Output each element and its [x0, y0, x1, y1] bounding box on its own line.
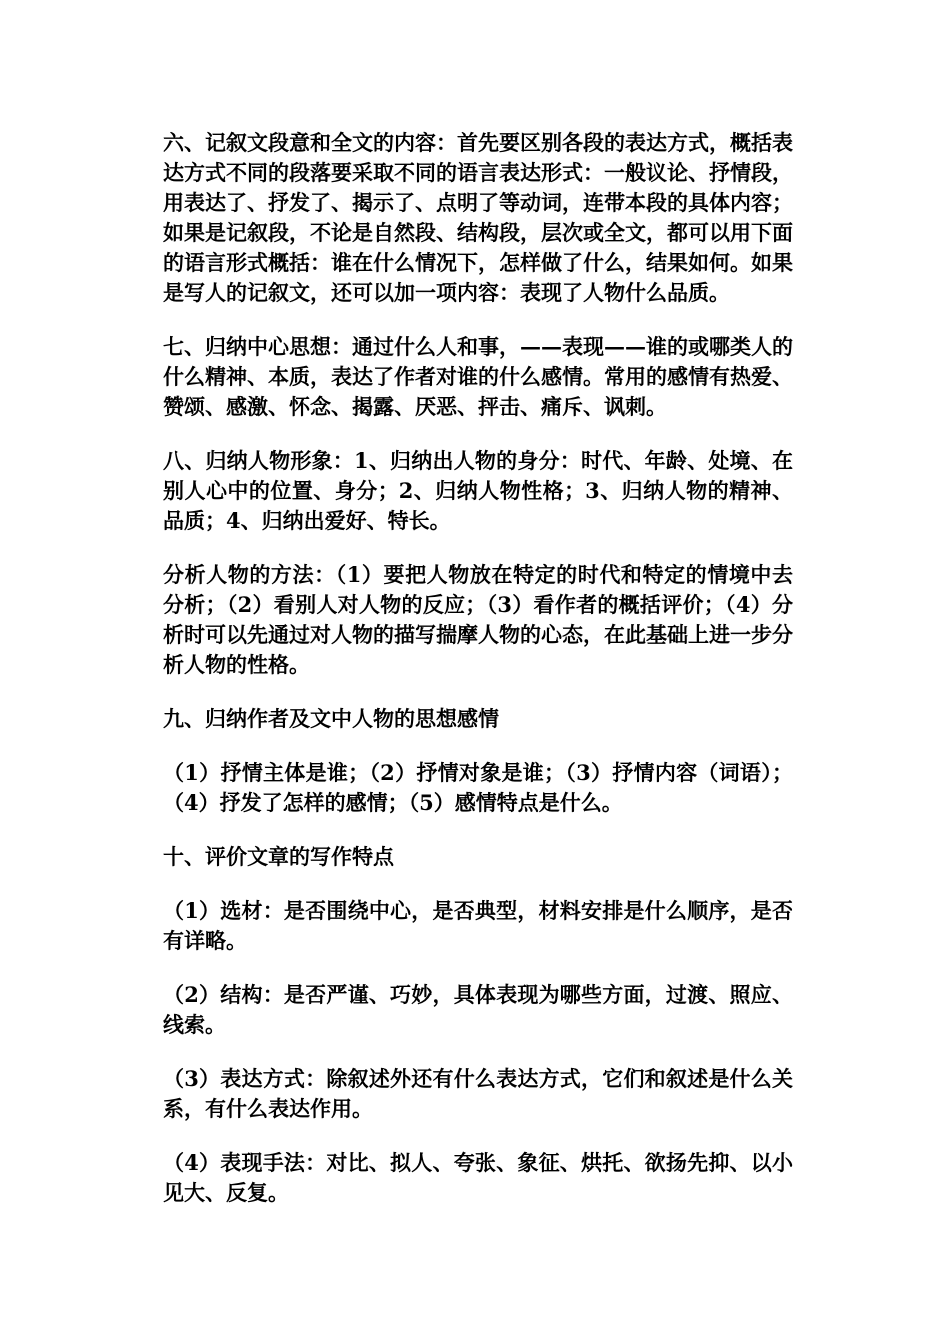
paragraph-central-idea: 七、归纳中心思想：通过什么人和事，——表现——谁的或哪类人的什么精神、本质，表达了作者对谁的什么感情。常用的感情有热爱、赞颂、感激、怀念、揭露、厌恶、抨击、痛斥、讽刺。 — [163, 334, 793, 419]
paragraph-material-selection: （1）选材：是否围绕中心，是否典型，材料安排是什么顺序，是否有详略。 — [163, 898, 793, 953]
heading-author-emotion: 九、归纳作者及文中人物的思想感情 — [163, 706, 499, 731]
paragraph-expression-mode: （3）表达方式：除叙述外还有什么表达方式，它们和叙述是什么关系，有什么表达作用。 — [163, 1066, 793, 1121]
paragraph-expression-technique: （4）表现手法：对比、拟人、夸张、象征、烘托、欲扬先抑、以小见大、反复。 — [163, 1150, 793, 1205]
paragraph-character-image: 八、归纳人物形象：1、归纳出人物的身分：时代、年龄、处境、在别人心中的位置、身分；2、归纳人物性格；3、归纳人物的精神、品质；4、归纳出爱好、特长。 — [163, 448, 793, 533]
paragraph-structure: （2）结构：是否严谨、巧妙，具体表现为哪些方面，过渡、照应、线索。 — [163, 982, 793, 1037]
paragraph-summary-narrative: 六、记叙文段意和全文的内容：首先要区别各段的表达方式，概括表达方式不同的段落要采取不同的语言表达形式：一般议论、抒情段，用表达了、抒发了、揭示了、点明了等动词，连带本段的具体内容；如果是记叙段，不论是自然段、结构段，层次或全文，都可以用下面的语言形式概括：谁在什么情况下，怎样做了什么，结果如何。如果是写人的记叙文，还可以加一项内容：表现了人物什么品质。 — [163, 130, 793, 305]
document-page — [163, 128, 793, 1232]
paragraph-character-analysis-method: 分析人物的方法：（1）要把人物放在特定的时代和特定的情境中去分析；（2）看别人对人物的反应；（3）看作者的概括评价；（4）分析时可以先通过对人物的描写揣摩人物的心态，在此基础上进一步分析人物的性格。 — [163, 562, 793, 677]
heading-writing-features: 十、评价文章的写作特点 — [163, 844, 394, 869]
paragraph-emotion-points: （1）抒情主体是谁；（2）抒情对象是谁；（3）抒情内容（词语）；（4）抒发了怎样的感情；（5）感情特点是什么。 — [163, 760, 793, 815]
